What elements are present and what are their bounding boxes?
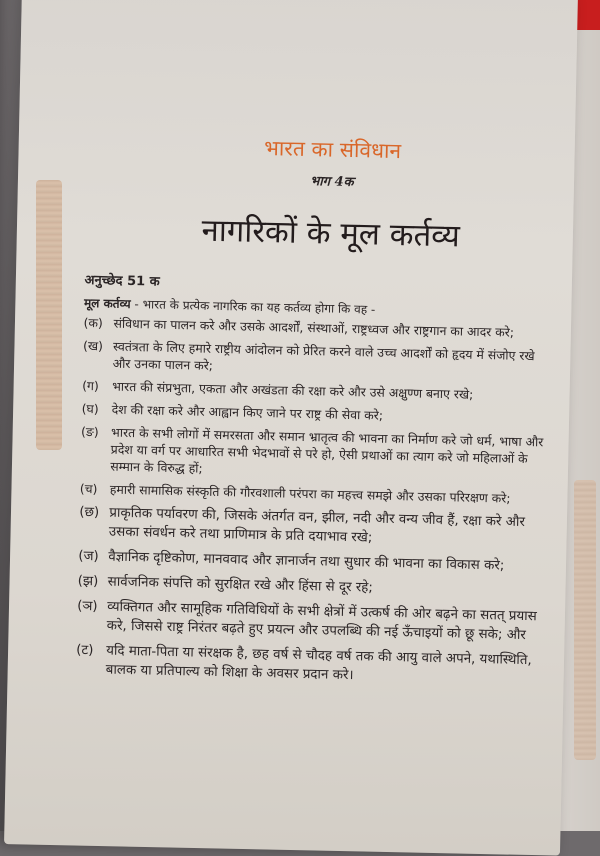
page-content xyxy=(75,130,557,696)
duty-text: वैज्ञानिक दृष्टिकोण, मानववाद और ज्ञानार्जन तथा सुधार की भावना का विकास करे; xyxy=(108,549,505,574)
duty-marker: (क) xyxy=(83,314,103,331)
duty-marker: (ञ) xyxy=(77,598,98,615)
duty-marker: (घ) xyxy=(81,400,99,417)
duty-text: यदि माता-पिता या संरक्षक है, छह वर्ष से चौदह वर्ष तक की आयु वाले अपने, यथास्थिति, बालक या प्रतिपाल्य को शिक्षा के अवसर प्रदान करे। xyxy=(105,643,532,684)
intro-text: - भारत के प्रत्येक नागरिक का यह कर्तव्य होगा कि वह - xyxy=(134,297,376,317)
duty-text: हमारी सामासिक संस्कृति की गौरवशाली परंपरा का महत्त्व समझे और उसका परिरक्षण करे; xyxy=(109,481,511,506)
duty-marker: (ङ) xyxy=(80,423,99,440)
page-edge-right xyxy=(574,480,596,760)
duty-marker: (च) xyxy=(79,480,98,497)
duty-text: व्यक्तिगत और सामूहिक गतिविधियों के सभी क्षेत्रों में उत्कर्ष की ओर बढ़ने का सतत् प्रयास करे, जिससे राष्ट्र निरंतर बढ़ते हुए प्रयत्न और उपलब्धि की नई ऊँचाइयों को छू सके; और xyxy=(106,599,537,644)
book-title: भारत का संविधान xyxy=(263,136,402,164)
duty-marker: (ग) xyxy=(82,377,100,394)
duty-marker: (ख) xyxy=(82,337,104,354)
duty-marker: (ट) xyxy=(76,642,94,659)
duties-list xyxy=(76,314,554,690)
duty-text: स्वतंत्रता के लिए हमारे राष्ट्रीय आंदोलन को प्रेरित करने वाले उच्च आदर्शों को हृदय में संजोए रखे और उनका पालन करे; xyxy=(112,338,535,373)
duty-marker: (झ) xyxy=(77,573,99,590)
duty-item xyxy=(82,377,552,405)
duty-item xyxy=(80,423,551,485)
duty-marker: (छ) xyxy=(79,504,100,521)
duty-text: प्राकृतिक पर्यावरण की, जिसके अंतर्गत वन, झील, नदी और वन्य जीव हैं, रक्षा करे और उसका संवर्धन करे तथा प्राणिमात्र के प्रति दयाभाव रखे; xyxy=(108,505,526,546)
duty-item xyxy=(80,480,550,508)
duty-item xyxy=(81,400,551,428)
duty-item xyxy=(78,572,548,602)
duty-item xyxy=(83,337,554,382)
article-heading: अनुच्छेद 51 क xyxy=(84,272,160,290)
duty-item xyxy=(77,597,548,646)
duty-text: देश की रक्षा करे और आह्वान किए जाने पर राष्ट्र की सेवा करे; xyxy=(111,401,384,423)
duty-item xyxy=(79,503,550,552)
intro-label: मूल कर्तव्य xyxy=(83,295,131,312)
duty-item xyxy=(78,547,548,577)
page-edge-left xyxy=(36,180,62,450)
duty-text: भारत की संप्रभुता, एकता और अखंडता की रक्षा करे और उसे अक्षुण्ण बनाए रखे; xyxy=(112,378,474,402)
duty-text: सार्वजनिक संपत्ति को सुरक्षित रखे और हिंसा से दूर रहे; xyxy=(107,574,374,596)
duty-text: भारत के सभी लोगों में समरसता और समान भ्रातृत्व की भावना का निर्माण करे जो धर्म, भाषा और प्रदेश या वर्ग पर आधारित सभी भेदभावों से परे हो, ऐसी प्रथाओं का त्याग करे जो महिलाओं के सम्मान के विरुद्ध हों; xyxy=(110,424,544,476)
part-label: भाग 4क xyxy=(310,174,354,191)
duty-item xyxy=(76,641,547,690)
duty-marker: (ज) xyxy=(78,548,99,565)
duty-text: संविधान का पालन करे और उसके आदर्शों, संस्थाओं, राष्ट्रध्वज और राष्ट्रगान का आदर करे; xyxy=(113,315,515,340)
chapter-title: नागरिकों के मूल कर्तव्य xyxy=(201,212,461,255)
